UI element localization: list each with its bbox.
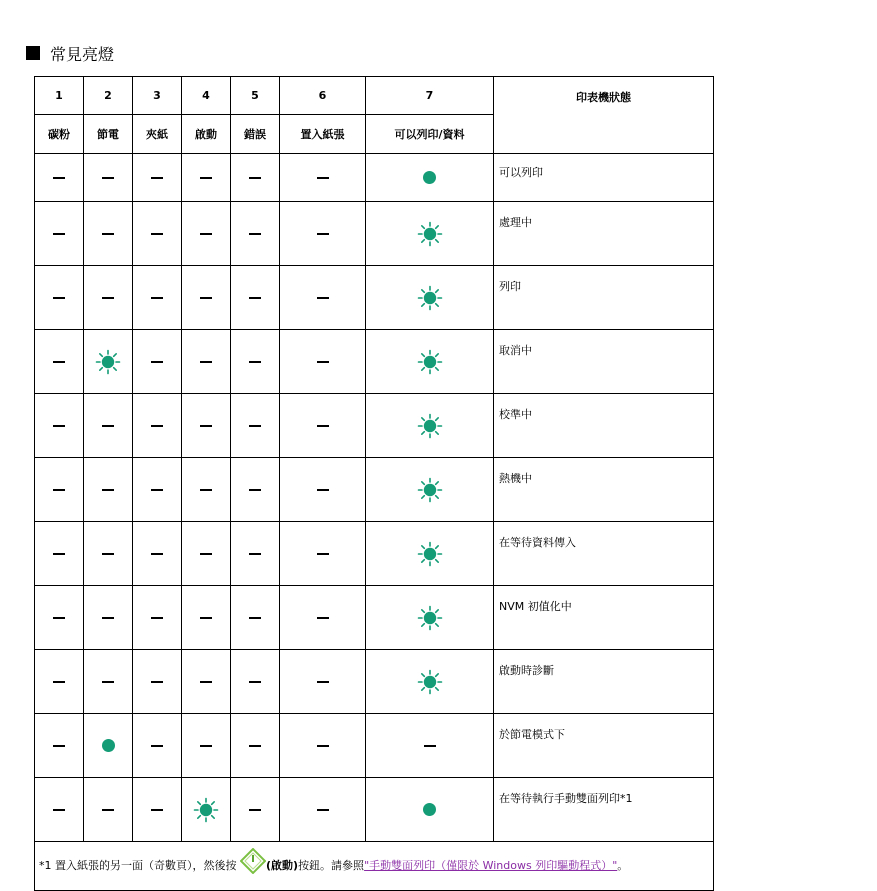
section-title: 常見亮燈 bbox=[50, 44, 115, 64]
led-off-dash-icon bbox=[102, 297, 114, 299]
led-off-dash-icon bbox=[151, 233, 163, 235]
footnote-prefix: *1 置入紙張的另一面（奇數頁），然後按 bbox=[39, 859, 237, 872]
led-cell bbox=[280, 714, 366, 778]
led-cell bbox=[280, 394, 366, 458]
section-heading bbox=[26, 42, 114, 64]
led-off-dash-icon bbox=[151, 297, 163, 299]
led-off-dash-icon bbox=[424, 745, 436, 747]
led-number: 7 bbox=[366, 77, 494, 115]
start-button-label: (啟動) bbox=[266, 859, 299, 872]
led-off-dash-icon bbox=[53, 425, 65, 427]
led-cell bbox=[231, 330, 280, 394]
led-cell bbox=[231, 202, 280, 266]
led-cell bbox=[231, 586, 280, 650]
led-number-row bbox=[35, 77, 714, 115]
led-table-body bbox=[35, 154, 714, 842]
led-off-dash-icon bbox=[317, 361, 329, 363]
led-cell bbox=[366, 458, 494, 522]
status-row bbox=[35, 778, 714, 842]
led-number: 3 bbox=[133, 77, 182, 115]
led-off-dash-icon bbox=[151, 425, 163, 427]
printer-state: 熱機中 bbox=[494, 458, 714, 522]
led-blink-icon bbox=[417, 285, 443, 311]
printer-state: 於節電模式下 bbox=[494, 714, 714, 778]
led-cell bbox=[280, 650, 366, 714]
led-on-icon bbox=[423, 803, 436, 816]
led-cell bbox=[133, 458, 182, 522]
led-cell bbox=[84, 266, 133, 330]
led-cell bbox=[84, 154, 133, 202]
led-cell bbox=[84, 778, 133, 842]
led-off-dash-icon bbox=[151, 553, 163, 555]
heading-square-icon bbox=[26, 46, 40, 60]
led-cell bbox=[84, 458, 133, 522]
led-off-dash-icon bbox=[151, 617, 163, 619]
status-row bbox=[35, 330, 714, 394]
led-cell bbox=[35, 266, 84, 330]
led-off-dash-icon bbox=[102, 177, 114, 179]
footnote-row bbox=[35, 842, 714, 891]
led-cell bbox=[133, 586, 182, 650]
led-off-dash-icon bbox=[249, 297, 261, 299]
status-row bbox=[35, 394, 714, 458]
led-cell bbox=[133, 778, 182, 842]
led-off-dash-icon bbox=[200, 489, 212, 491]
led-off-dash-icon bbox=[102, 809, 114, 811]
led-cell bbox=[84, 330, 133, 394]
led-off-dash-icon bbox=[249, 177, 261, 179]
led-cell bbox=[366, 266, 494, 330]
led-cell bbox=[366, 650, 494, 714]
led-off-dash-icon bbox=[317, 809, 329, 811]
led-cell bbox=[366, 778, 494, 842]
led-cell bbox=[280, 266, 366, 330]
led-off-dash-icon bbox=[53, 297, 65, 299]
led-off-dash-icon bbox=[200, 177, 212, 179]
led-off-dash-icon bbox=[200, 361, 212, 363]
led-number: 6 bbox=[280, 77, 366, 115]
led-cell bbox=[84, 394, 133, 458]
printer-state: 可以列印 bbox=[494, 154, 714, 202]
led-cell bbox=[182, 458, 231, 522]
led-off-dash-icon bbox=[249, 553, 261, 555]
printer-state: 啟動時診斷 bbox=[494, 650, 714, 714]
led-off-dash-icon bbox=[317, 297, 329, 299]
led-cell bbox=[35, 458, 84, 522]
led-cell bbox=[182, 778, 231, 842]
printer-state: 在等待執行手動雙面列印*1 bbox=[494, 778, 714, 842]
led-name: 節電 bbox=[84, 115, 133, 154]
led-off-dash-icon bbox=[151, 809, 163, 811]
status-row bbox=[35, 154, 714, 202]
led-off-dash-icon bbox=[53, 233, 65, 235]
footnote-middle: 按鈕。請參照 bbox=[298, 859, 365, 872]
printer-state: 列印 bbox=[494, 266, 714, 330]
led-cell bbox=[366, 394, 494, 458]
footnote bbox=[35, 842, 714, 891]
led-cell bbox=[35, 154, 84, 202]
led-cell bbox=[84, 522, 133, 586]
start-button-icon bbox=[240, 848, 266, 874]
led-off-dash-icon bbox=[53, 617, 65, 619]
led-off-dash-icon bbox=[317, 425, 329, 427]
led-off-dash-icon bbox=[53, 489, 65, 491]
status-row bbox=[35, 714, 714, 778]
led-off-dash-icon bbox=[102, 553, 114, 555]
led-off-dash-icon bbox=[249, 745, 261, 747]
led-cell bbox=[35, 586, 84, 650]
led-off-dash-icon bbox=[249, 617, 261, 619]
led-cell bbox=[133, 394, 182, 458]
led-cell bbox=[366, 586, 494, 650]
led-cell bbox=[182, 522, 231, 586]
led-cell bbox=[280, 586, 366, 650]
status-column-header: 印表機狀態 bbox=[494, 77, 714, 154]
led-cell bbox=[231, 458, 280, 522]
led-cell bbox=[182, 266, 231, 330]
manual-duplex-link[interactable]: "手動雙面列印（僅限於 Windows 列印驅動程式）" bbox=[364, 859, 618, 872]
status-row bbox=[35, 458, 714, 522]
led-off-dash-icon bbox=[317, 233, 329, 235]
led-cell bbox=[231, 154, 280, 202]
led-off-dash-icon bbox=[53, 361, 65, 363]
led-cell bbox=[182, 650, 231, 714]
led-off-dash-icon bbox=[102, 489, 114, 491]
printer-state: 校準中 bbox=[494, 394, 714, 458]
led-off-dash-icon bbox=[249, 809, 261, 811]
led-off-dash-icon bbox=[317, 553, 329, 555]
led-number: 4 bbox=[182, 77, 231, 115]
led-cell bbox=[84, 714, 133, 778]
led-cell bbox=[280, 522, 366, 586]
led-off-dash-icon bbox=[102, 233, 114, 235]
led-cell bbox=[182, 586, 231, 650]
led-off-dash-icon bbox=[200, 745, 212, 747]
led-name: 錯誤 bbox=[231, 115, 280, 154]
led-blink-icon bbox=[95, 349, 121, 375]
printer-state: NVM 初值化中 bbox=[494, 586, 714, 650]
led-name: 夾紙 bbox=[133, 115, 182, 154]
led-cell bbox=[133, 202, 182, 266]
led-off-dash-icon bbox=[53, 681, 65, 683]
led-cell bbox=[231, 714, 280, 778]
led-blink-icon bbox=[417, 221, 443, 247]
led-off-dash-icon bbox=[102, 617, 114, 619]
led-name: 啟動 bbox=[182, 115, 231, 154]
led-off-dash-icon bbox=[151, 489, 163, 491]
led-off-dash-icon bbox=[53, 553, 65, 555]
led-cell bbox=[35, 394, 84, 458]
printer-state: 在等待資料傳入 bbox=[494, 522, 714, 586]
led-off-dash-icon bbox=[317, 681, 329, 683]
led-cell bbox=[182, 330, 231, 394]
led-off-dash-icon bbox=[200, 681, 212, 683]
led-status-table bbox=[34, 76, 714, 891]
led-blink-icon bbox=[193, 797, 219, 823]
led-off-dash-icon bbox=[151, 745, 163, 747]
led-off-dash-icon bbox=[249, 233, 261, 235]
led-cell bbox=[280, 154, 366, 202]
led-off-dash-icon bbox=[317, 489, 329, 491]
led-cell bbox=[231, 522, 280, 586]
led-cell bbox=[35, 650, 84, 714]
led-off-dash-icon bbox=[151, 681, 163, 683]
led-blink-icon bbox=[417, 477, 443, 503]
led-blink-icon bbox=[417, 349, 443, 375]
status-row bbox=[35, 522, 714, 586]
led-off-dash-icon bbox=[317, 745, 329, 747]
led-cell bbox=[133, 266, 182, 330]
led-off-dash-icon bbox=[53, 177, 65, 179]
led-cell bbox=[366, 522, 494, 586]
led-off-dash-icon bbox=[53, 745, 65, 747]
led-off-dash-icon bbox=[200, 617, 212, 619]
led-on-icon bbox=[102, 739, 115, 752]
led-cell bbox=[366, 154, 494, 202]
led-name: 碳粉 bbox=[35, 115, 84, 154]
led-cell bbox=[133, 154, 182, 202]
led-cell bbox=[280, 778, 366, 842]
led-off-dash-icon bbox=[200, 553, 212, 555]
led-cell bbox=[84, 586, 133, 650]
status-row bbox=[35, 202, 714, 266]
printer-state: 取消中 bbox=[494, 330, 714, 394]
led-cell bbox=[182, 154, 231, 202]
led-cell bbox=[133, 714, 182, 778]
led-off-dash-icon bbox=[249, 425, 261, 427]
led-off-dash-icon bbox=[249, 681, 261, 683]
led-cell bbox=[182, 202, 231, 266]
led-cell bbox=[84, 650, 133, 714]
printer-state: 處理中 bbox=[494, 202, 714, 266]
status-row bbox=[35, 650, 714, 714]
status-row bbox=[35, 586, 714, 650]
led-cell bbox=[280, 202, 366, 266]
led-cell bbox=[280, 330, 366, 394]
led-off-dash-icon bbox=[102, 681, 114, 683]
led-cell bbox=[182, 394, 231, 458]
led-on-icon bbox=[423, 171, 436, 184]
led-cell bbox=[133, 650, 182, 714]
led-cell bbox=[366, 714, 494, 778]
led-blink-icon bbox=[417, 669, 443, 695]
led-off-dash-icon bbox=[151, 177, 163, 179]
led-cell bbox=[231, 266, 280, 330]
led-blink-icon bbox=[417, 605, 443, 631]
led-off-dash-icon bbox=[200, 297, 212, 299]
led-number: 5 bbox=[231, 77, 280, 115]
led-cell bbox=[35, 522, 84, 586]
led-number: 1 bbox=[35, 77, 84, 115]
led-number: 2 bbox=[84, 77, 133, 115]
led-cell bbox=[35, 202, 84, 266]
led-name: 可以列印/資料 bbox=[366, 115, 494, 154]
led-cell bbox=[35, 714, 84, 778]
led-cell bbox=[133, 330, 182, 394]
led-cell bbox=[231, 778, 280, 842]
led-cell bbox=[35, 778, 84, 842]
led-blink-icon bbox=[417, 413, 443, 439]
led-off-dash-icon bbox=[102, 425, 114, 427]
led-cell bbox=[366, 330, 494, 394]
led-off-dash-icon bbox=[317, 177, 329, 179]
led-off-dash-icon bbox=[249, 361, 261, 363]
led-off-dash-icon bbox=[317, 617, 329, 619]
led-cell bbox=[182, 714, 231, 778]
led-off-dash-icon bbox=[200, 425, 212, 427]
led-cell bbox=[231, 394, 280, 458]
led-cell bbox=[231, 650, 280, 714]
led-off-dash-icon bbox=[249, 489, 261, 491]
footnote-suffix: 。 bbox=[617, 859, 629, 872]
led-cell bbox=[133, 522, 182, 586]
led-cell bbox=[35, 330, 84, 394]
led-blink-icon bbox=[417, 541, 443, 567]
status-row bbox=[35, 266, 714, 330]
led-cell bbox=[366, 202, 494, 266]
led-cell bbox=[84, 202, 133, 266]
led-cell bbox=[280, 458, 366, 522]
led-off-dash-icon bbox=[151, 361, 163, 363]
led-name: 置入紙張 bbox=[280, 115, 366, 154]
led-off-dash-icon bbox=[200, 233, 212, 235]
led-off-dash-icon bbox=[53, 809, 65, 811]
